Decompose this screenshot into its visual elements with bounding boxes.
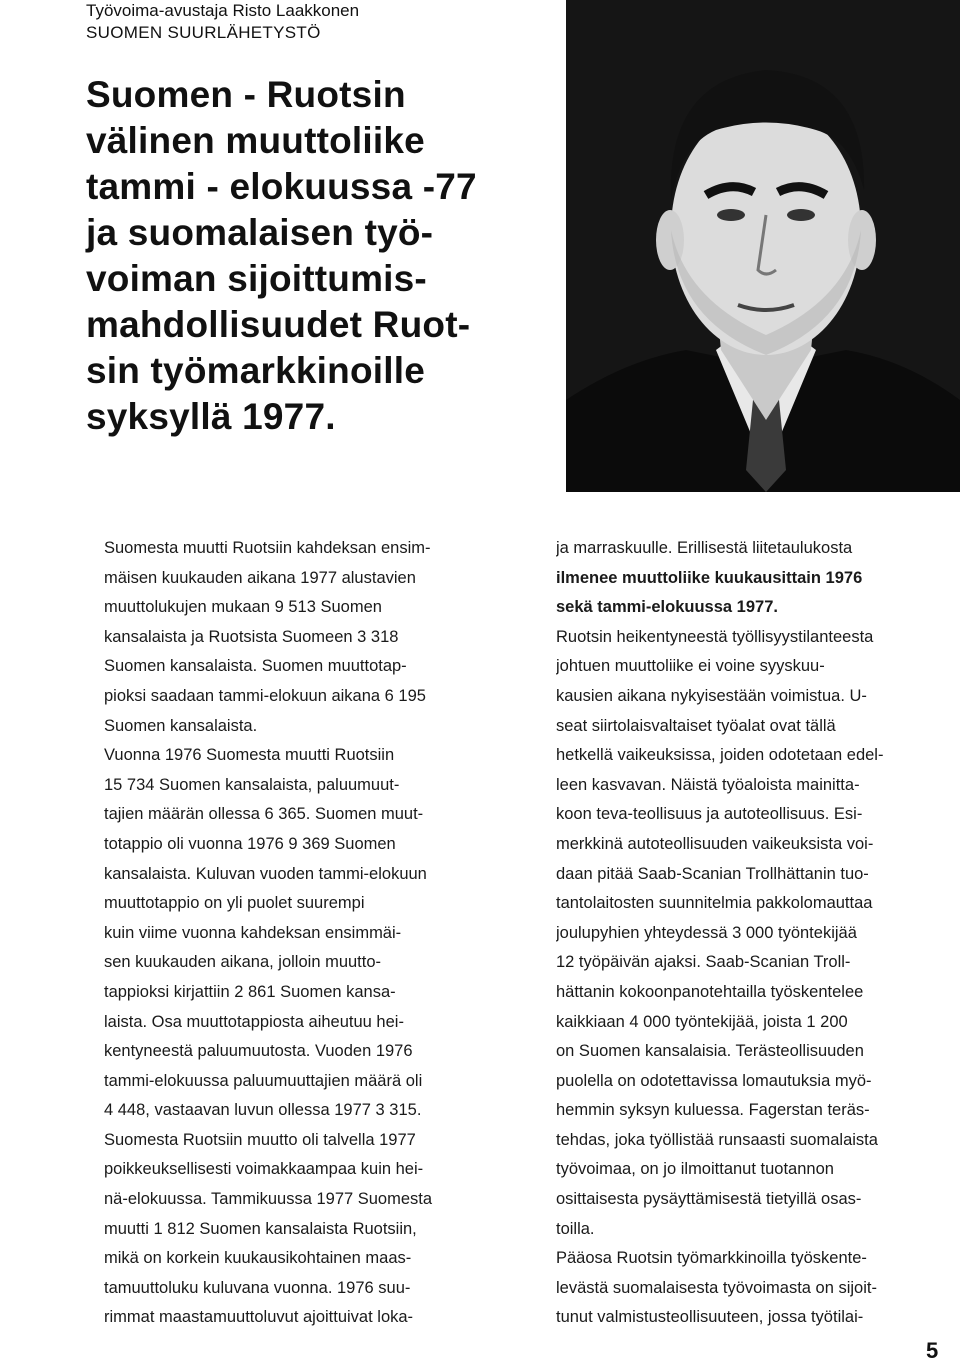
text-line: muuttolukujen mukaan 9 513 Suomen (104, 598, 382, 617)
text-line: kausien aikana nykyisestään voimistua. U- (556, 686, 867, 705)
text-line: tantolaitosten suunnitelmia pakkolomauttaa (556, 894, 873, 913)
text-line: daan pitää Saab-Scanian Trollhättanin tuo- (556, 864, 869, 883)
text-line: Suomesta Ruotsiin muutto oli talvella 1977 (104, 1130, 416, 1149)
portrait-image (566, 0, 960, 492)
text-line: muutti 1 812 Suomen kansalaista Ruotsiin, (104, 1219, 417, 1238)
text-line: Ruotsin heikentyneestä työllisyystilanteesta (556, 627, 874, 646)
title-line: välinen muuttoliike (86, 120, 425, 161)
text-line: mäisen kuukauden aikana 1977 alustavien (104, 568, 416, 587)
text-line: tammi-elokuussa paluumuuttajien määrä oli (104, 1071, 423, 1090)
text-line: 12 työpäivän ajaksi. Saab-Scanian Troll- (556, 953, 851, 972)
title-line: tammi - elokuussa -77 (86, 166, 477, 207)
text-line: tajien määrän ollessa 6 365. Suomen muut- (104, 805, 424, 824)
right-column-text (556, 534, 956, 1333)
text-line: poikkeuksellisesti voimakkaampaa kuin hei- (104, 1160, 424, 1179)
text-line: ilmenee muuttoliike kuukausittain 1976 (556, 568, 863, 587)
text-line: toilla. (556, 1219, 595, 1238)
text-line: leen kasvavan. Näistä työaloista mainitta- (556, 775, 860, 794)
text-line: tappioksi kirjattiin 2 861 Suomen kansa- (104, 982, 396, 1001)
text-line: laista. Osa muuttotappiosta aiheutuu hei- (104, 1012, 404, 1031)
article-title (86, 72, 526, 440)
title-line: syksyllä 1977. (86, 396, 336, 437)
text-line: 15 734 Suomen kansalaista, paluumuut- (104, 775, 400, 794)
text-line: muuttotappio on yli puolet suurempi (104, 894, 365, 913)
text-line: tamuuttoluku kuluvana vuonna. 1976 suu- (104, 1278, 411, 1297)
text-line: 4 448, vastaavan luvun ollessa 1977 3 315. (104, 1101, 422, 1120)
author-name: Työvoima-avustaja Risto Laakkonen (86, 1, 360, 20)
text-line: Suomesta muutti Ruotsiin kahdeksan ensim- (104, 539, 431, 557)
author-portrait-photo (566, 0, 960, 492)
text-line: rimmat maastamuuttoluvut ajoittuivat loka- (104, 1308, 414, 1327)
text-line: johtuen muuttoliike ei voine syyskuu- (556, 657, 825, 676)
text-line: tehdas, joka työllistää runsaasti suomalaista (556, 1130, 878, 1149)
text-line: hetkellä vaikeuksissa, joiden odotetaan edel- (556, 746, 884, 765)
text-line: osittaisesta pysäyttämisestä tietyillä osas- (556, 1190, 862, 1209)
text-line: seat siirtolaisvaltaiset työalat ovat tällä (556, 716, 836, 735)
page-number: 5 (926, 1338, 939, 1363)
text-line: hättanin kokoonpanotehtailla työskentelee (556, 982, 864, 1001)
text-line: on Suomen kansalaisia. Terästeollisuuden (556, 1042, 864, 1061)
text-line: hemmin syksyn kuluessa. Fagerstan teräs- (556, 1101, 870, 1120)
text-line: kaikkiaan 4 000 työntekijää, joista 1 200 (556, 1012, 848, 1031)
text-line: koon teva-teollisuus ja autoteollisuus. Esi- (556, 805, 863, 824)
text-line: ja marraskuulle. Erillisestä liitetaulukosta (556, 539, 853, 557)
text-line: levästä suomalaisesta työvoimasta on sijoit- (556, 1278, 877, 1297)
text-line: puolella on odotettavissa lomautuksia myö- (556, 1071, 872, 1090)
text-line: kuin viime vuonna kahdeksan ensimmäi- (104, 923, 402, 942)
text-line: sen kuukauden aikana, jolloin muutto- (104, 953, 382, 972)
text-line: Pääosa Ruotsin työmarkkinoilla työskente- (556, 1249, 867, 1268)
title-line: voiman sijoittumis- (86, 258, 427, 299)
text-line: nä-elokuussa. Tammikuussa 1977 Suomesta (104, 1190, 433, 1209)
title-line: sin työmarkkinoille (86, 350, 425, 391)
byline (86, 0, 359, 44)
title-line: ja suomalaisen työ- (86, 212, 434, 253)
author-organization: SUOMEN SUURLÄHETYSTÖ (86, 23, 321, 42)
text-line: joulupyhien yhteydessä 3 000 työntekijää (556, 923, 857, 942)
text-line: kansalaista ja Ruotsista Suomeen 3 318 (104, 627, 399, 646)
left-column-text (104, 534, 500, 1333)
text-line: Suomen kansalaista. (104, 716, 258, 735)
text-line: sekä tammi-elokuussa 1977. (556, 598, 778, 617)
text-line: totappio oli vuonna 1976 9 369 Suomen (104, 834, 396, 853)
title-line: mahdollisuudet Ruot- (86, 304, 471, 345)
text-line: Suomen kansalaista. Suomen muuttotap- (104, 657, 407, 676)
text-line: pioksi saadaan tammi-elokuun aikana 6 195 (104, 686, 426, 705)
text-line: työvoimaa, on jo ilmoittanut tuotannon (556, 1160, 834, 1179)
text-line: tunut valmistusteollisuuteen, jossa työtilai- (556, 1308, 864, 1327)
text-line: mikä on korkein kuukausikohtainen maas- (104, 1249, 412, 1268)
title-line: Suomen - Ruotsin (86, 74, 406, 115)
text-line: kentyneestä paluumuutosta. Vuoden 1976 (104, 1042, 413, 1061)
text-line: kansalaista. Kuluvan vuoden tammi-elokuun (104, 864, 427, 883)
text-line: merkkinä autoteollisuuden vaikeuksista voi- (556, 834, 874, 853)
text-line: Vuonna 1976 Suomesta muutti Ruotsiin (104, 746, 395, 765)
